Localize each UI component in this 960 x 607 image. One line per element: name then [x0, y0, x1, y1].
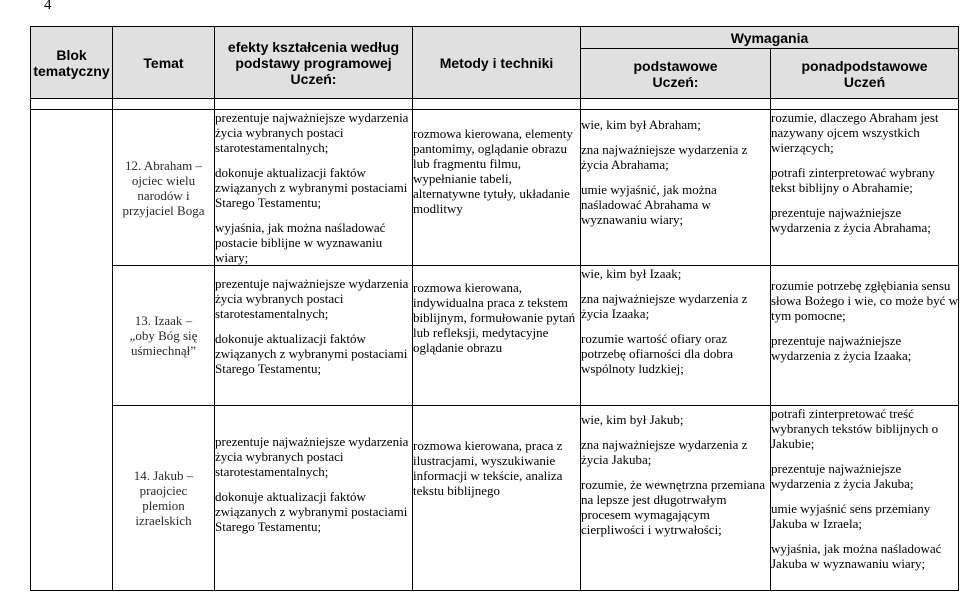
methods-cell: rozmowa kierowana, elementy pantomimy, oglądanie obrazu lub fragmentu filmu, wypełnianie tabeli, alternatywne tytuły, układanie modlitwy [413, 110, 581, 266]
table-row [31, 406, 959, 591]
table-row [31, 110, 959, 266]
header-basic: podstawowe Uczeń: [581, 49, 771, 99]
header-block: Blok tematyczny [31, 27, 113, 99]
topic-cell: 14. Jakub – praojciec plemion izraelskich [113, 406, 215, 591]
table-row [31, 266, 959, 406]
basic-cell: wie, kim był Abraham; zna najważniejsze wydarzenia z życia Abrahama; umie wyjaśnić, jak można naśladować Abrahama w wyznawaniu wiary; [581, 110, 771, 266]
effects-cell: prezentuje najważniejsze wydarzenia życia wybranych postaci starotestamentalnych; dokonuje aktualizacji faktów związanych z wybranymi postaciami Starego Testamentu; [215, 406, 413, 591]
block-cell [31, 110, 113, 591]
effects-cell: prezentuje najważniejsze wydarzenia życia wybranych postaci starotestamentalnych; dokonuje aktualizacji faktów związanych z wybranymi postaciami Starego Testamentu; wyjaśnia, jak można naśladować postacie biblijne w wyznawaniu wiary; [215, 110, 413, 266]
extended-cell: rozumie potrzebę zgłębiania sensu słowa Bożego i wie, co może być w tym pomocne; prezentuje najważniejsze wydarzenia z życia Izaaka; [771, 266, 959, 406]
curriculum-table [30, 26, 959, 591]
effects-cell: prezentuje najważniejsze wydarzenia życia wybranych postaci starotestamentalnych; dokonuje aktualizacji faktów związanych z wybranymi postaciami Starego Testamentu; [215, 266, 413, 406]
header-extended: ponadpodstawowe Uczeń [771, 49, 959, 99]
methods-cell: rozmowa kierowana, indywidualna praca z tekstem biblijnym, formułowanie pytań lub refleksji, medytacyjne oglądanie obrazu [413, 266, 581, 406]
methods-cell: rozmowa kierowana, praca z ilustracjami, wyszukiwanie informacji w tekście, analiza tekstu biblijnego [413, 406, 581, 591]
basic-cell: wie, kim był Jakub; zna najważniejsze wydarzenia z życia Jakuba; rozumie, że wewnętrzna przemiana na lepsze jest długotrwałym procesem wymagającym cierpliwości i wytrwałości; [581, 406, 771, 591]
extended-cell: potrafi zinterpretować treść wybranych tekstów biblijnych o Jakubie; prezentuje najważniejsze wydarzenia z życia Jakuba; umie wyjaśnić sens przemiany Jakuba w Izraela; wyjaśnia, jak można naśladować Jakuba w wyznawaniu wiary; [771, 406, 959, 591]
header-topic: Temat [113, 27, 215, 99]
topic-cell: 13. Izaak – „oby Bóg się uśmiechnął” [113, 266, 215, 406]
header-requirements: Wymagania [581, 27, 959, 49]
header-methods: Metody i techniki [413, 27, 581, 99]
page-number: 4 [44, 0, 52, 13]
header-effects: efekty kształcenia według podstawy programowej Uczeń: [215, 27, 413, 99]
extended-cell: rozumie, dlaczego Abraham jest nazywany ojcem wszystkich wierzących; potrafi zinterpretować wybrany tekst biblijny o Abrahamie; prezentuje najważniejsze wydarzenia z życia Abrahama; [771, 110, 959, 266]
basic-cell: wie, kim był Izaak; zna najważniejsze wydarzenia z życia Izaaka; rozumie wartość ofiary oraz potrzebę ofiarności dla dobra wspólnoty ludzkiej; [581, 266, 771, 406]
topic-cell: 12. Abraham – ojciec wielu narodów i przyjaciel Boga [113, 110, 215, 266]
